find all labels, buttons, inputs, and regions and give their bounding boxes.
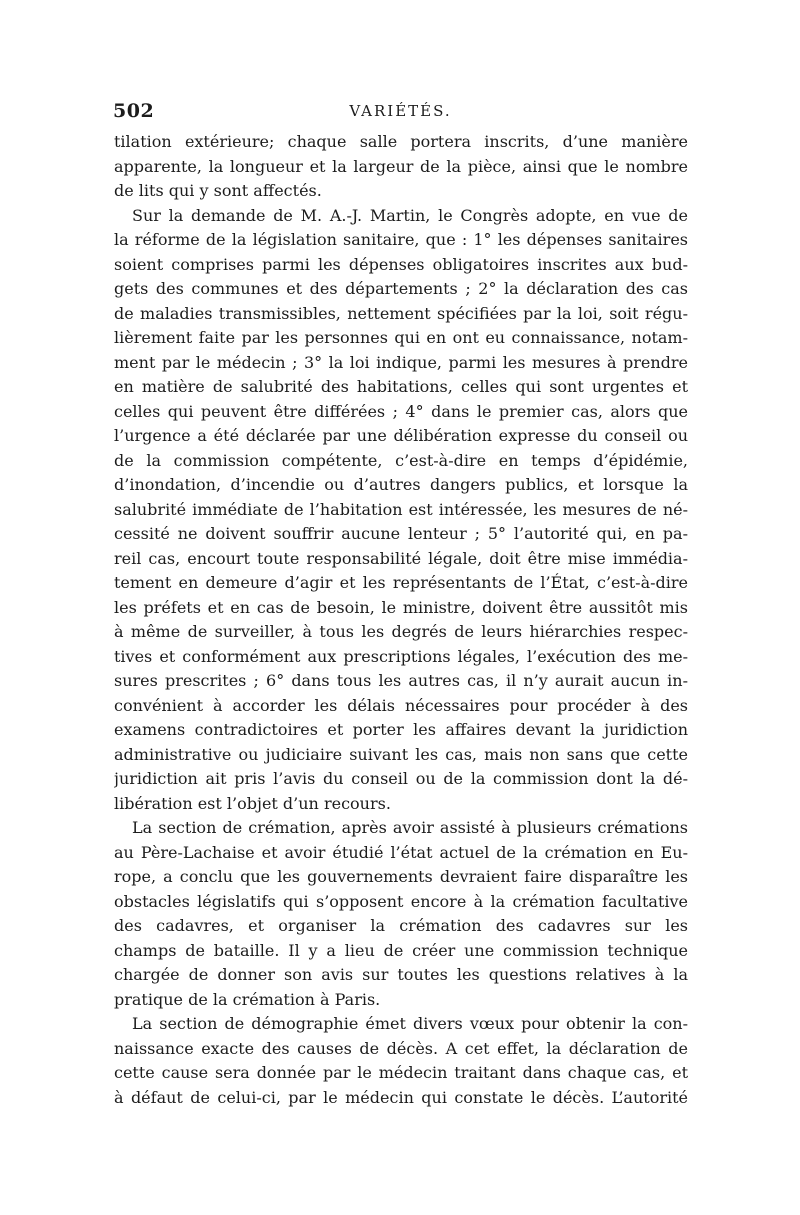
page-number: 502 bbox=[113, 100, 155, 122]
text-line: salubrité immédiate de l’habitation est intéressée, les mesures de né- bbox=[114, 499, 688, 519]
text-line: de maladies transmissibles, nettement spécifiées par la loi, soit régu- bbox=[114, 303, 688, 323]
text-line: cessité ne doivent souffrir aucune lenteur ; 5° l’autorité qui, en pa- bbox=[114, 524, 688, 543]
text-line: lièrement faite par les personnes qui en ont eu connaissance, notam- bbox=[114, 328, 688, 347]
text-line: naissance exacte des causes de décès. A cet effet, la déclaration de bbox=[114, 1038, 688, 1058]
text-line: des cadavres, et organiser la crémation des cadavres sur les bbox=[114, 916, 688, 935]
text-line: la réforme de la législation sanitaire, que : 1° les dépenses sanitaires bbox=[114, 230, 688, 249]
text-line: convénient à accorder les délais nécessaires pour procéder à des bbox=[114, 695, 688, 715]
text-line: obstacles législatifs qui s’opposent encore à la crémation facultative bbox=[114, 891, 688, 911]
text-line: Sur la demande de M. A.-J. Martin, le Congrès adopte, en vue de bbox=[132, 205, 688, 225]
body-text bbox=[114, 130, 688, 1110]
text-line: celles qui peuvent être différées ; 4° dans le premier cas, alors que bbox=[114, 401, 688, 421]
text-line: examens contradictoires et porter les affaires devant la juridiction bbox=[114, 720, 688, 739]
text-line: d’inondation, d’incendie ou d’autres dangers publics, et lorsque la bbox=[114, 475, 688, 494]
text-line: tives et conformément aux prescriptions légales, l’exécution des me- bbox=[114, 646, 688, 666]
text-line: juridiction ait pris l’avis du conseil ou de la commission dont la dé- bbox=[114, 769, 688, 788]
text-line: les préfets et en cas de besoin, le ministre, doivent être aussitôt mis bbox=[114, 597, 688, 617]
text-line: ment par le médecin ; 3° la loi indique, parmi les mesures à prendre bbox=[114, 352, 688, 372]
text-line: pratique de la crémation à Paris. bbox=[114, 989, 381, 1009]
paragraph bbox=[114, 130, 688, 204]
text-line: soient comprises parmi les dépenses obligatoires inscrites aux bud- bbox=[114, 254, 688, 274]
paragraph bbox=[114, 816, 688, 1012]
text-line: gets des communes et des départements ; 2° la déclaration des cas bbox=[114, 279, 688, 298]
text-line: à défaut de celui-ci, par le médecin qui constate le décès. L’autorité bbox=[114, 1087, 688, 1107]
text-line: rope, a conclu que les gouvernements devraient faire disparaître les bbox=[114, 867, 688, 886]
text-line: libération est l’objet d’un recours. bbox=[114, 793, 391, 813]
text-line: reil cas, encourt toute responsabilité légale, doit être mise immédia- bbox=[114, 548, 688, 568]
text-line: tement en demeure d’agir et les représentants de l’État, c’est-à-dire bbox=[114, 573, 688, 592]
text-line: champs de bataille. Il y a lieu de créer une commission technique bbox=[114, 940, 688, 960]
text-line: l’urgence a été déclarée par une délibération expresse du conseil ou bbox=[114, 426, 688, 445]
text-line: en matière de salubrité des habitations, celles qui sont urgentes et bbox=[114, 377, 688, 396]
text-line: administrative ou judiciaire suivant les cas, mais non sans que cette bbox=[114, 744, 688, 764]
text-line: chargée de donner son avis sur toutes les questions relatives à la bbox=[114, 965, 688, 984]
text-line: apparente, la longueur et la largeur de la pièce, ainsi que le nombre bbox=[114, 156, 688, 176]
running-head: VARIÉTÉS. bbox=[349, 102, 452, 120]
page-header bbox=[113, 100, 688, 130]
text-line: sures prescrites ; 6° dans tous les autres cas, il n’y aurait aucun in- bbox=[114, 671, 688, 690]
paragraph bbox=[114, 204, 688, 817]
text-line: La section de crémation, après avoir assisté à plusieurs crémations bbox=[132, 818, 688, 837]
text-line: à même de surveiller, à tous les degrés de leurs hiérarchies respec- bbox=[114, 622, 688, 641]
text-line: La section de démographie émet divers vœux pour obtenir la con- bbox=[132, 1014, 688, 1033]
text-line: cette cause sera donnée par le médecin traitant dans chaque cas, et bbox=[114, 1063, 688, 1082]
paragraph bbox=[114, 1012, 688, 1110]
text-line: de la commission compétente, c’est-à-dire en temps d’épidémie, bbox=[114, 450, 688, 470]
text-line: au Père-Lachaise et avoir étudié l’état actuel de la crémation en Eu- bbox=[114, 842, 688, 862]
text-line: de lits qui y sont affectés. bbox=[114, 181, 322, 200]
text-line: tilation extérieure; chaque salle portera inscrits, d’une manière bbox=[114, 132, 688, 151]
